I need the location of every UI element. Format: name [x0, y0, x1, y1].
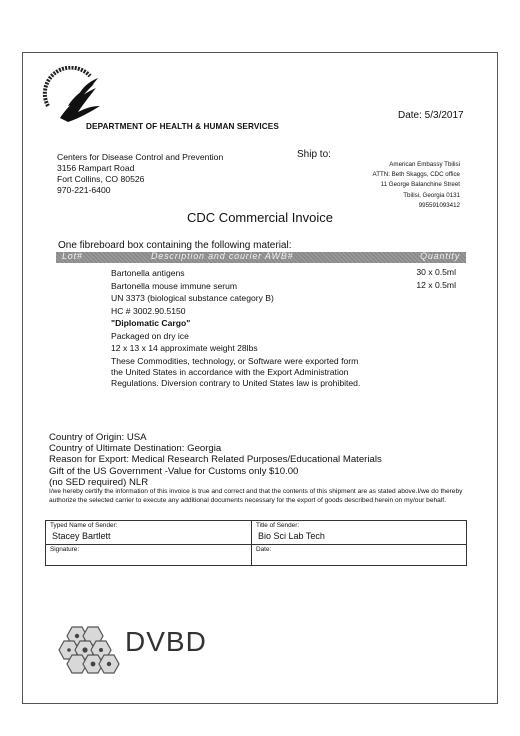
dvbd-honeycomb-logo — [58, 623, 126, 675]
ship-to-label: Ship to: — [297, 149, 331, 160]
sender-name-cell — [46, 521, 252, 545]
items-table-header — [56, 252, 466, 263]
country-of-origin: Country of Origin: USA — [49, 432, 147, 443]
sender-title-label: Title of Sender: — [256, 522, 300, 529]
sender-address-line: 3156 Rampart Road — [57, 163, 135, 173]
signature-table — [45, 520, 467, 566]
date-cell — [252, 545, 466, 565]
certification-statement: I/we hereby certify the information of this invoice is true and correct and that the contents of this shipment are as stated above.I/we do thereby authorize the selected carrier to execute any additional documents necessary for the export of goods described herein on my/our behalf. — [49, 488, 463, 504]
sender-title-cell — [252, 521, 466, 545]
sender-name-value: Stacey Bartlett — [52, 531, 111, 541]
reason-for-export: Reason for Export: Medical Research Related Purposes/Educational Materials — [49, 454, 382, 466]
signature-cell — [46, 545, 252, 565]
sender-address-line: 970-221-6400 — [57, 185, 111, 195]
lot-column-header: Lot# — [62, 251, 83, 261]
item-quantities — [390, 266, 456, 291]
sender-address-line: Centers for Disease Control and Prevention — [57, 152, 224, 162]
sender-title-value: Bio Sci Lab Tech — [258, 531, 325, 541]
ship-to-line: 995591093412 — [418, 201, 460, 209]
country-of-destination: Country of Ultimate Destination: Georgia — [49, 443, 222, 455]
date-label: Date: — [256, 546, 272, 553]
export-notice: These Commodities, technology, or Software were exported form the United States in accordance with the Export Administration Regulations. Diversion contrary to United States law is prohibited. — [111, 355, 361, 388]
export-info — [49, 432, 489, 488]
shipment-intro: One fibreboard box containing the following material: — [58, 240, 292, 251]
item-line: UN 3373 (biological substance category B) — [111, 293, 274, 303]
dimensions-weight: 12 x 13 x 14 approximate weight 28lbs — [111, 343, 258, 353]
dvbd-logo-text: DVBD — [125, 626, 207, 657]
item-descriptions — [111, 267, 371, 389]
ship-to-line: 11 George Balanchine Street — [380, 181, 460, 189]
department-name: DEPARTMENT OF HEALTH & HUMAN SERVICES — [86, 122, 279, 131]
ship-to-line: American Embassy Tbilisi — [389, 161, 460, 168]
hc-code: HC # 3002.90.5150 — [111, 305, 186, 316]
signature-label: Signature: — [50, 546, 80, 553]
ship-to-line: Tbilisi, Georgia 0131 — [403, 191, 460, 199]
description-column-header: Description and courier AWB# — [151, 251, 294, 261]
customs-value: Gift of the US Government -Value for Customs only $10.00 — [49, 465, 299, 477]
invoice-date: Date: 5/3/2017 — [398, 110, 464, 121]
ship-to-address — [300, 160, 460, 211]
sender-name-label: Typed Name of Sender: — [50, 522, 118, 529]
item-line: Bartonella antigens — [111, 268, 185, 278]
sender-address-line: Fort Collins, CO 80526 — [57, 174, 145, 184]
sender-address — [57, 152, 223, 196]
item-line: Bartonella mouse immune serum — [111, 280, 238, 291]
quantity-column-header: Quantity — [420, 251, 460, 261]
packaging-note: Packaged on dry ice — [111, 330, 189, 341]
ship-to-line: ATTN: Beth Skaggs, CDC office — [372, 171, 460, 179]
quantity-value: 12 x 0.5ml — [416, 279, 456, 290]
document-title: CDC Commercial Invoice — [187, 210, 333, 225]
sed-note: (no SED required) NLR — [49, 476, 149, 488]
quantity-value: 30 x 0.5ml — [416, 267, 456, 277]
diplomatic-cargo: "Diplomatic Cargo" — [111, 318, 191, 328]
hhs-eagle-logo — [38, 66, 108, 130]
